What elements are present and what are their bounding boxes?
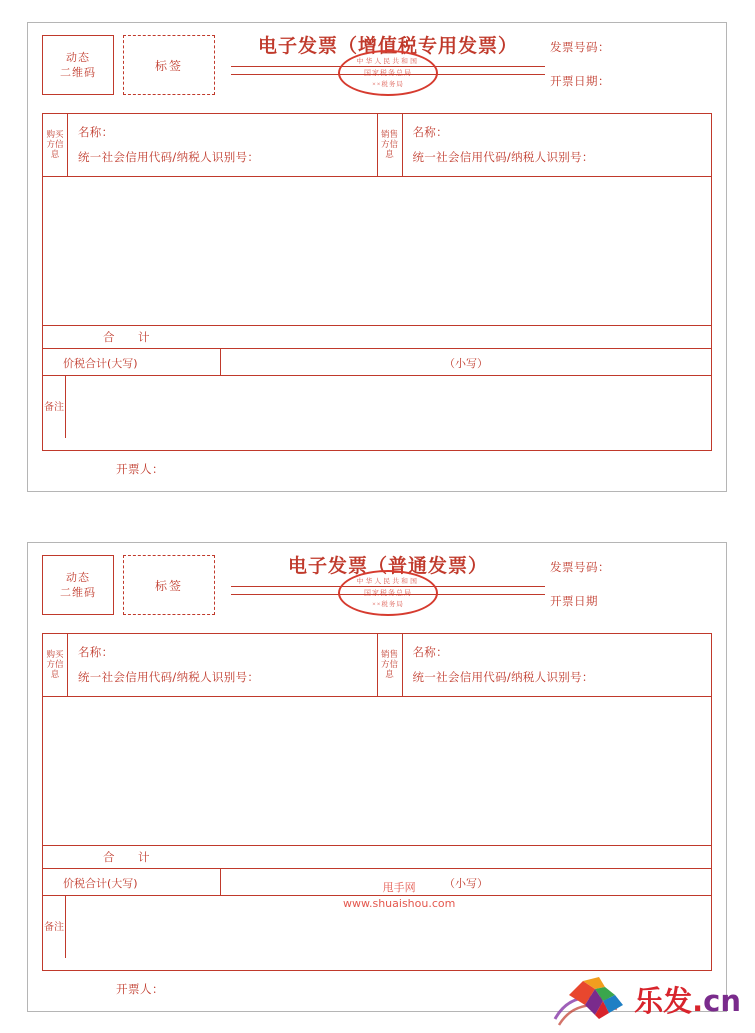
issue-date-label: 开票日期： (550, 74, 610, 88)
buyer-block (43, 114, 377, 176)
dynamic-qrcode-box[interactable] (42, 555, 114, 615)
seal-text-mid: 国家税务总局 (364, 588, 412, 597)
invoice-meta (550, 559, 710, 627)
buyer-side-label: 购买方信息 (43, 114, 68, 176)
qrcode-label-line1: 动态 (66, 51, 90, 64)
tag-label: 标签 (154, 578, 183, 593)
amount-in-words-cell (43, 349, 221, 375)
buyer-side-label: 购买方信息 (43, 634, 68, 696)
seal-text-mid: 国家税务总局 (364, 68, 412, 77)
seal-text-top: 中华人民共和国 (356, 57, 420, 65)
invoice-header (28, 23, 726, 105)
party-row (43, 634, 711, 697)
seal-text-bottom: ××税务局 (372, 600, 404, 608)
buyer-id-label: 统一社会信用代码/纳税人识别号： (78, 150, 260, 164)
subtotal-row (43, 846, 711, 869)
seal-text-top: 中华人民共和国 (356, 577, 420, 585)
seller-block (377, 634, 712, 696)
brand-dot: . (692, 984, 704, 1018)
buyer-name-label: 名称： (78, 645, 114, 659)
amount-in-words-label: 价税合计(大写) (63, 877, 138, 890)
buyer-block (43, 634, 377, 696)
remark-value (66, 376, 711, 438)
buyer-name-field (78, 124, 377, 140)
issuer-label: 开票人： (116, 462, 164, 476)
invoice-header (28, 543, 726, 625)
invoice-card-normal (27, 542, 727, 1012)
buyer-fields (68, 634, 377, 696)
title-rules (223, 57, 553, 88)
tax-authority-seal-icon (338, 50, 438, 96)
remark-label: 备注 (43, 376, 66, 438)
seller-side-label: 销售方信息 (378, 634, 403, 696)
issuer-row (116, 461, 164, 477)
amount-in-digits-cell (221, 869, 711, 895)
buyer-id-field (78, 669, 377, 685)
buyer-id-label: 统一社会信用代码/纳税人识别号： (78, 670, 260, 684)
issue-date-row (550, 73, 710, 89)
amount-row (43, 349, 711, 376)
seller-name-field (413, 124, 712, 140)
page-title: 电子发票（普通发票） (287, 555, 488, 577)
buyer-id-field (78, 149, 377, 165)
seller-fields (403, 114, 712, 176)
seal-text-bottom: ××税务局 (372, 80, 404, 88)
qrcode-label-line2: 二维码 (60, 66, 96, 79)
remark-label: 备注 (43, 896, 66, 958)
seller-name-label: 名称： (412, 125, 448, 139)
tag-box[interactable] (123, 555, 215, 615)
title-block (223, 31, 553, 88)
bull-icon (565, 975, 627, 1021)
issuer-label: 开票人： (116, 982, 164, 996)
page-title: 电子发票（增值税专用发票） (257, 35, 518, 57)
tax-authority-seal-icon (338, 570, 438, 616)
subtotal-label: 合 计 (103, 850, 156, 864)
brand-logo (565, 971, 745, 1025)
invoice-number-label: 发票号码： (550, 560, 610, 574)
title-block (223, 551, 553, 608)
title-rules (223, 577, 553, 608)
buyer-fields (68, 114, 377, 176)
remark-row (43, 376, 711, 438)
issuer-row (116, 981, 164, 997)
qrcode-label-line2: 二维码 (60, 586, 96, 599)
amount-in-digits-label: （小写） (444, 357, 488, 370)
invoice-meta (550, 39, 710, 107)
buyer-name-field (78, 644, 377, 660)
amount-in-digits-cell (221, 349, 711, 375)
watermark-site-name: 甩手网 (382, 881, 416, 894)
invoice-number-row (550, 559, 710, 575)
party-row (43, 114, 711, 177)
seller-name-field (413, 644, 712, 660)
watermark (343, 880, 455, 912)
goods-detail-area (43, 177, 711, 326)
tag-box[interactable] (123, 35, 215, 95)
seller-side-label: 销售方信息 (378, 114, 403, 176)
invoice-card-special (27, 22, 727, 492)
seller-id-label: 统一社会信用代码/纳税人识别号： (412, 150, 594, 164)
seller-block (377, 114, 712, 176)
issue-date-label: 开票日期 (550, 594, 598, 608)
amount-in-words-cell (43, 869, 221, 895)
seller-id-field (413, 149, 712, 165)
watermark-url: www.shuaishou.com (343, 897, 456, 910)
issue-date-row (550, 593, 710, 609)
invoice-number-label: 发票号码： (550, 40, 610, 54)
buyer-name-label: 名称： (78, 125, 114, 139)
invoice-table (42, 113, 712, 451)
invoice-number-row (550, 39, 710, 55)
subtotal-row (43, 326, 711, 349)
seller-id-label: 统一社会信用代码/纳税人识别号： (412, 670, 594, 684)
goods-detail-area (43, 697, 711, 846)
tag-label: 标签 (154, 58, 183, 73)
brand-name-tld: cn (703, 984, 741, 1018)
amount-in-digits-label: （小写） (444, 877, 488, 890)
brand-name-cn: 乐发 (634, 984, 693, 1018)
qrcode-label-line1: 动态 (66, 571, 90, 584)
amount-in-words-label: 价税合计(大写) (63, 357, 138, 370)
seller-id-field (413, 669, 712, 685)
seller-name-label: 名称： (412, 645, 448, 659)
subtotal-label: 合 计 (103, 330, 156, 344)
brand-wordmark (634, 979, 741, 1020)
seller-fields (403, 634, 712, 696)
dynamic-qrcode-box[interactable] (42, 35, 114, 95)
invoice-table (42, 633, 712, 971)
